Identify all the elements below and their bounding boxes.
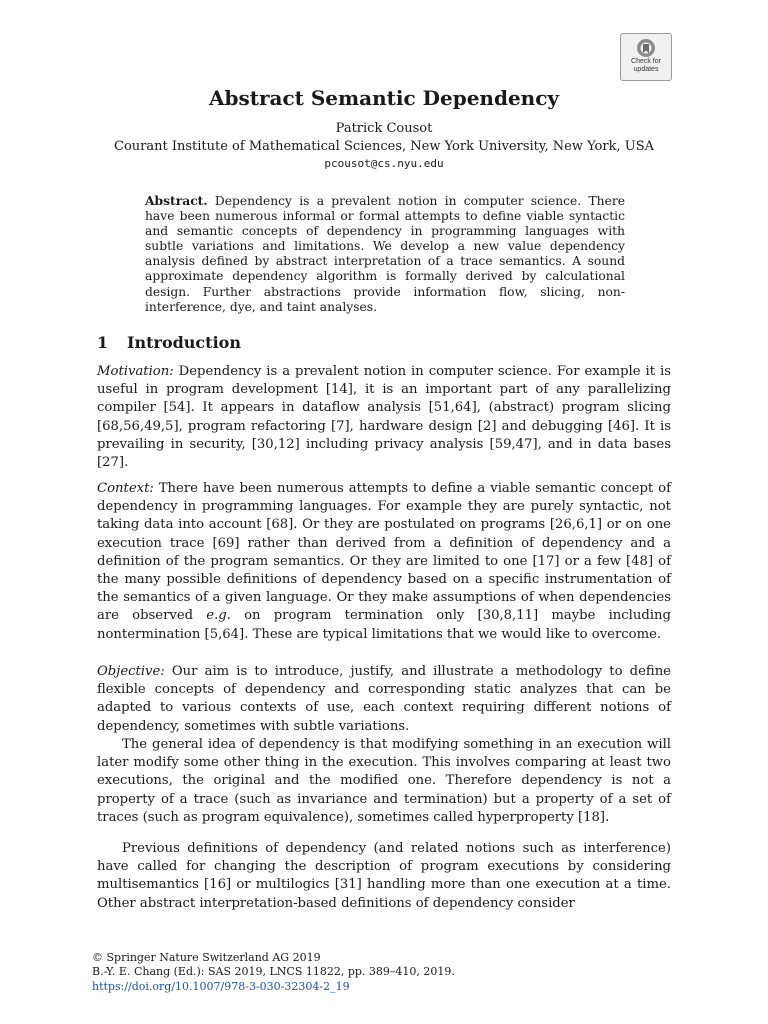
paragraph-previous-definitions xyxy=(97,840,671,913)
paper-title: Abstract Semantic Dependency xyxy=(208,86,560,110)
badge-line-1: Check for xyxy=(631,58,661,65)
section-heading xyxy=(97,333,241,352)
context-eg: e.g. xyxy=(206,608,231,624)
badge-line-2: updates xyxy=(633,66,659,73)
author-name: Patrick Cousot xyxy=(335,121,433,136)
doi-link[interactable]: https://doi.org/10.1007/978-3-030-32304-2_19 xyxy=(92,979,350,993)
footer xyxy=(92,951,455,994)
section-number: 1 xyxy=(97,333,109,352)
author-affiliation: Courant Institute of Mathematical Sciences, New York University, New York, USA xyxy=(114,139,654,154)
abstract-text: Dependency is a prevalent notion in computer science. There have been numerous informal or formal attempts to define viable syntactic and semantic concepts of dependency in programming languages with subtle variations and limitations. We develop a new value dependency analysis defined by abstract interpretation of a trace semantics. A sound approximate dependency algorithm is formally derived by calculational design. Further abstractions provide information flow, slicing, non-interference, dye, and taint analyses. xyxy=(145,194,625,314)
abstract-label: Abstract. xyxy=(145,193,208,208)
section-title: Introduction xyxy=(127,333,241,352)
abstract xyxy=(145,193,625,315)
paragraph-context xyxy=(97,480,671,644)
objective-text: Our aim is to introduce, justify, and illustrate a methodology to define flexible concepts of dependency and corresponding static analyzes that can be adapted to various contexts of use, each context requiring different notions of dependency, sometimes with subtle variations. xyxy=(97,664,671,734)
copyright-line: © Springer Nature Switzerland AG 2019 xyxy=(92,951,321,964)
bookmark-icon xyxy=(636,38,656,58)
objective-label: Objective: xyxy=(97,664,165,679)
paragraph-objective xyxy=(97,663,671,736)
paragraph-motivation xyxy=(97,363,671,472)
author-email[interactable]: pcousot@cs.nyu.edu xyxy=(324,157,444,170)
check-for-updates-badge[interactable] xyxy=(620,33,672,81)
context-label: Context: xyxy=(97,481,154,496)
context-text-before: There have been numerous attempts to define a viable semantic concept of dependency in programming languages. For example they are purely syntactic, not taking data into account [68]. Or they are postulated on programs [26,6,1] or on one execution trace [69] rather than derived from a definition of dependency and a definition of the program semantics. Or they are limited to one [17] or a few [48] of the many possible definitions of dependency based on a specific instrumentation of the semantics of a given language. Or they make assumptions of when dependencies are observed xyxy=(97,481,671,624)
motivation-label: Motivation: xyxy=(97,364,174,379)
paragraph-general-idea xyxy=(97,736,671,827)
citation-line: B.-Y. E. Chang (Ed.): SAS 2019, LNCS 11822, pp. 389–410, 2019. xyxy=(92,965,455,979)
motivation-text: Dependency is a prevalent notion in computer science. For example it is useful in program development [14], it is an important part of any parallelizing compiler [54]. It appears in dataflow analysis [51,64], (abstract) program slicing [68,56,49,5], program refactoring [7], hardware design [2] and debugging [46]. It is prevailing in security, [30,12] including privacy analysis [59,47], and in data bases [27]. xyxy=(97,364,671,471)
context-text-after: on program termination only [30,8,11] maybe including nontermination [5,64]. These are typical limitations that we would like to overcome. xyxy=(97,608,671,642)
general-text: The general idea of dependency is that modifying something in an execution will later modify some other thing in the execution. This involves comparing at least two executions, the original and the modified one. Therefore dependency is not a property of a trace (such as invariance and termination) but a property of a set of traces (such as program equivalence), sometimes called hyperproperty [18]. xyxy=(97,737,671,825)
previous-text: Previous definitions of dependency (and related notions such as interference) have called for changing the description of program executions by considering multisemantics [16] or multilogics [31] handling more than one execution at a time. Other abstract interpretation-based definitions of dependency consider xyxy=(97,841,671,911)
